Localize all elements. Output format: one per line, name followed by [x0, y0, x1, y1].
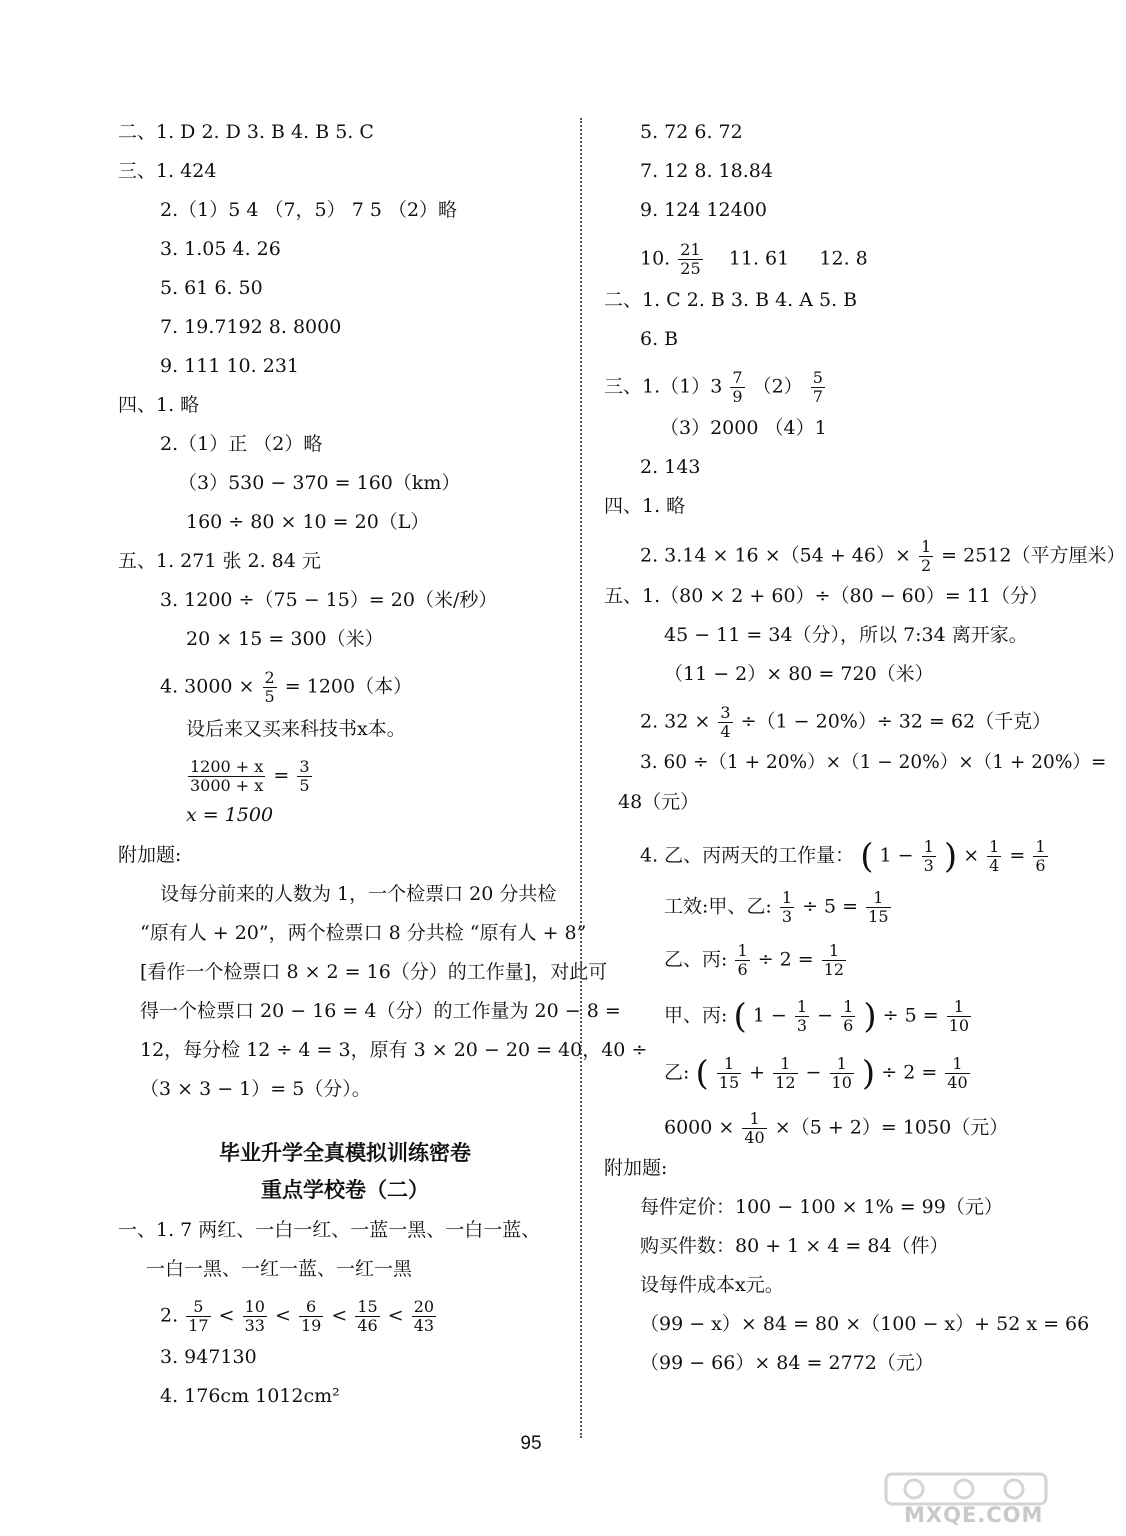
denominator: 40 — [744, 1128, 765, 1147]
text: ÷ 5 = — [882, 1004, 939, 1027]
answer-line: 5. 72 6. 72 — [640, 121, 743, 143]
numerator: 1200 + x — [190, 757, 264, 776]
denominator: 3000 + x — [190, 776, 264, 795]
paragraph-line: 12，每分检 12 ÷ 4 = 3，原有 3 × 20 − 20 = 40，40 ÷ — [140, 1039, 648, 1061]
answer-line: 3. 60 ÷（1 + 20%）×（1 − 20%）×（1 + 20%）= — [640, 752, 1107, 773]
text: 三、1.（1）3 — [604, 375, 723, 398]
text: 1 − — [752, 1004, 787, 1027]
numerator: 1 — [717, 1055, 741, 1074]
equation-line — [664, 1110, 1008, 1147]
fraction — [830, 1055, 854, 1092]
column-divider — [580, 118, 582, 1438]
answer-line: 五、1. 271 张 2. 84 元 — [118, 550, 321, 572]
less-than: < — [218, 1304, 235, 1327]
answer-line: 3. 1.05 4. 26 — [160, 238, 281, 260]
numerator: 1 — [920, 537, 932, 556]
answer-line: （99 − 66）× 84 = 2772（元） — [640, 1352, 934, 1374]
answer-line: 160 ÷ 80 × 10 = 20（L） — [186, 511, 430, 533]
fraction — [243, 1298, 267, 1335]
answer-line: 每件定价：100 − 100 × 1% = 99（元） — [640, 1196, 1003, 1218]
denominator: 43 — [413, 1316, 435, 1335]
answer-line: 设每件成本x元。 — [640, 1274, 784, 1296]
text: 乙、丙: — [664, 948, 728, 971]
fraction — [263, 669, 277, 706]
fraction — [412, 1298, 436, 1335]
left-paren: ( — [733, 996, 747, 1037]
answer-line: 7. 19.7192 8. 8000 — [160, 316, 342, 338]
equals: = — [273, 764, 290, 787]
fraction — [822, 942, 846, 979]
section-label: 附加题: — [604, 1157, 668, 1179]
denominator: 15 — [718, 1073, 740, 1092]
text: × — [963, 844, 980, 867]
answer-line: （3）2000 （4）1 — [660, 417, 827, 439]
text: 甲、丙: — [664, 1004, 728, 1027]
fraction — [355, 1298, 379, 1335]
answer-line: 设后来又买来科技书x本。 — [186, 718, 406, 740]
equation-line — [640, 538, 1126, 575]
fraction — [1033, 838, 1047, 875]
equation-line — [640, 838, 1050, 875]
fraction — [717, 1055, 741, 1092]
denominator: 12 — [775, 1073, 796, 1092]
fraction — [947, 998, 971, 1035]
numerator: 1 — [923, 837, 934, 856]
answer-line: 三、1. 424 — [118, 160, 217, 182]
answer-line: 2. 143 — [640, 456, 701, 478]
text: + — [749, 1061, 766, 1084]
numerator: 3 — [720, 703, 731, 722]
numerator: 6 — [299, 1298, 323, 1317]
answer-line: 一、1. 7 两红、一白一红、一蓝一黑、一白一蓝、 — [118, 1219, 541, 1241]
fraction — [922, 838, 936, 875]
equation-line — [640, 704, 1051, 741]
text: 4. 3000 × — [160, 675, 255, 698]
answer-line: 3. 947130 — [160, 1346, 257, 1368]
fraction — [735, 942, 749, 979]
text: 2. 32 × — [640, 710, 711, 733]
fraction-comparison — [160, 1298, 438, 1335]
answer-line: （99 − x）× 84 = 80 ×（100 − x）+ 52 x = 66 — [640, 1313, 1090, 1335]
numerator: 20 — [413, 1297, 435, 1316]
right-paren: ) — [861, 1053, 876, 1094]
fraction — [919, 538, 933, 575]
text: = — [1009, 844, 1026, 867]
denominator: 4 — [720, 722, 731, 741]
numerator: 1 — [742, 1110, 766, 1129]
text: 2. — [160, 1304, 179, 1327]
numerator: 3 — [299, 757, 310, 776]
denominator: 4 — [989, 856, 1000, 875]
text: ×（5 + 2）= 1050（元） — [774, 1116, 1009, 1139]
fraction — [678, 241, 702, 278]
numerator: 1 — [1035, 837, 1046, 856]
left-paren: ( — [860, 836, 874, 877]
numerator: 1 — [796, 997, 808, 1016]
fraction — [742, 1110, 766, 1147]
answer-line: 五、1.（80 × 2 + 60）÷（80 − 60）= 11（分） — [604, 585, 1048, 607]
text: ÷ 2 = — [881, 1061, 938, 1084]
answer-line: 购买件数：80 + 1 × 4 = 84（件） — [640, 1235, 949, 1257]
denominator: 3 — [796, 1016, 808, 1035]
answer-line: 9. 124 12400 — [640, 199, 767, 221]
denominator: 40 — [947, 1073, 968, 1092]
fraction — [299, 1298, 323, 1335]
right-paren: ) — [943, 836, 958, 877]
fraction — [780, 889, 794, 926]
fraction — [945, 1055, 969, 1092]
answer-line: 9. 111 10. 231 — [160, 355, 299, 377]
numerator: 1 — [822, 942, 846, 961]
denominator: 6 — [737, 960, 748, 979]
denominator: 46 — [357, 1316, 378, 1335]
numerator: 7 — [732, 368, 743, 387]
numerator: 5 — [186, 1298, 210, 1317]
answer-line: 2.（1）正 （2）略 — [160, 433, 323, 455]
text: − — [817, 1004, 834, 1027]
section-title: 毕业升学全真模拟训练密卷 — [219, 1141, 471, 1165]
denominator: 6 — [1035, 856, 1046, 875]
paragraph-line: （3 × 3 − 1）= 5（分）。 — [140, 1078, 371, 1100]
answer-line: 四、1. 略 — [118, 394, 200, 416]
denominator: 15 — [868, 907, 889, 926]
fraction — [795, 998, 809, 1035]
text: 工效:甲、乙: — [664, 895, 772, 918]
equation-line — [664, 889, 893, 926]
denominator: 6 — [843, 1016, 854, 1035]
answer-line: （11 − 2）× 80 = 720（米） — [664, 663, 934, 685]
equation-line — [664, 1055, 972, 1092]
text: ÷（1 − 20%）÷ 32 = 62（千克） — [740, 710, 1052, 733]
numerator: 1 — [866, 889, 890, 908]
denominator: 3 — [781, 907, 793, 926]
section-subtitle: 重点学校卷（二） — [261, 1178, 429, 1202]
answer-line: 二、1. D 2. D 3. B 4. B 5. C — [118, 121, 374, 143]
text: = 2512（平方厘米） — [941, 544, 1126, 567]
text: 6000 × — [664, 1116, 735, 1139]
equation-line — [186, 758, 314, 795]
paragraph-line: 得一个检票口 20 − 16 = 4（分）的工作量为 20 − 8 = — [140, 1000, 621, 1022]
text: 11. 61 12. 8 — [710, 247, 868, 270]
denominator: 19 — [300, 1316, 322, 1335]
answer-line: 一白一黑、一红一蓝、一红一黑 — [146, 1258, 413, 1280]
text: 1 − — [879, 844, 914, 867]
section-label: 附加题: — [118, 844, 182, 866]
numerator: 10 — [244, 1297, 265, 1316]
answer-line: 20 × 15 = 300（米） — [186, 628, 384, 650]
numerator: 5 — [812, 368, 823, 387]
answer-line: 3. 1200 ÷（75 − 15）= 20（米/秒） — [160, 589, 498, 611]
text: 10. — [640, 247, 671, 270]
fraction — [987, 838, 1001, 875]
less-than: < — [331, 1304, 348, 1327]
answer-line: （3）530 − 370 = 160（km） — [178, 472, 461, 494]
text: 2. 3.14 × 16 ×（54 + 46）× — [640, 544, 911, 567]
denominator: 7 — [812, 387, 823, 406]
fraction — [841, 998, 855, 1035]
equation-line — [664, 942, 848, 979]
fraction — [186, 1298, 210, 1335]
text: − — [805, 1061, 822, 1084]
answer-line: 7. 12 8. 18.84 — [640, 160, 773, 182]
numerator: 1 — [947, 998, 971, 1017]
equation-line — [604, 369, 827, 406]
paragraph-line: “原有人 + 20”，两个检票口 8 分共检 “原有人 + 8” — [140, 922, 587, 944]
less-than: < — [274, 1304, 291, 1327]
answer-line: 二、1. C 2. B 3. B 4. A 5. B — [604, 289, 858, 311]
right-paren: ) — [863, 996, 877, 1037]
denominator: 17 — [188, 1316, 209, 1335]
fraction — [188, 758, 265, 795]
numerator: 1 — [843, 997, 854, 1016]
page-number: 95 — [520, 1433, 542, 1454]
numerator: 21 — [680, 240, 701, 259]
numerator: 15 — [357, 1297, 378, 1316]
paragraph-line: 设每分前来的人数为 1，一个检票口 20 分共检 — [160, 883, 557, 905]
denominator: 5 — [299, 776, 310, 795]
numerator: 1 — [773, 1055, 797, 1074]
fraction — [730, 369, 744, 406]
text: ÷ 5 = — [802, 895, 859, 918]
denominator: 10 — [831, 1073, 852, 1092]
answer-line: 6. B — [640, 328, 679, 350]
denominator: 10 — [948, 1016, 970, 1035]
text: （2） — [752, 375, 803, 398]
answer-line: 45 − 11 = 34（分），所以 7:34 离开家。 — [664, 624, 1028, 646]
numerator: 1 — [781, 888, 793, 907]
text: = 1200（本） — [284, 675, 413, 698]
fraction — [811, 369, 825, 406]
text: ÷ 2 = — [757, 948, 814, 971]
text: 乙: — [664, 1061, 690, 1084]
fraction — [718, 704, 732, 741]
text: 4. 乙、丙两天的工作量： — [640, 844, 855, 867]
fraction — [773, 1055, 797, 1092]
fraction — [866, 889, 890, 926]
denominator: 25 — [680, 259, 701, 278]
paragraph-line: [看作一个检票口 8 × 2 = 16（分）的工作量]，对此可 — [140, 961, 608, 983]
answer-line: x = 1500 — [186, 804, 274, 826]
fraction — [297, 758, 311, 795]
watermark-text: MXQE.COM — [904, 1503, 1044, 1527]
answer-line: 2.（1）5 4 （7，5） 7 5 （2）略 — [160, 199, 458, 221]
left-paren: ( — [695, 1053, 709, 1094]
answer-line: 4. 176cm 1012cm² — [160, 1385, 340, 1407]
denominator: 5 — [264, 687, 275, 706]
denominator: 12 — [823, 960, 845, 979]
numerator: 1 — [989, 837, 1000, 856]
numerator: 1 — [945, 1055, 969, 1074]
numerator: 1 — [737, 941, 748, 960]
denominator: 2 — [920, 556, 932, 575]
equation-line — [664, 998, 973, 1035]
denominator: 3 — [923, 856, 934, 875]
denominator: 33 — [244, 1316, 265, 1335]
answer-line: 48（元） — [618, 791, 700, 813]
less-than: < — [387, 1304, 404, 1327]
answer-line: 四、1. 略 — [604, 495, 686, 517]
denominator: 9 — [732, 387, 743, 406]
numerator: 2 — [264, 668, 275, 687]
answer-line: 5. 61 6. 50 — [160, 277, 263, 299]
numerator: 1 — [830, 1055, 854, 1074]
equation-line — [160, 669, 412, 706]
equation-line — [640, 241, 868, 278]
